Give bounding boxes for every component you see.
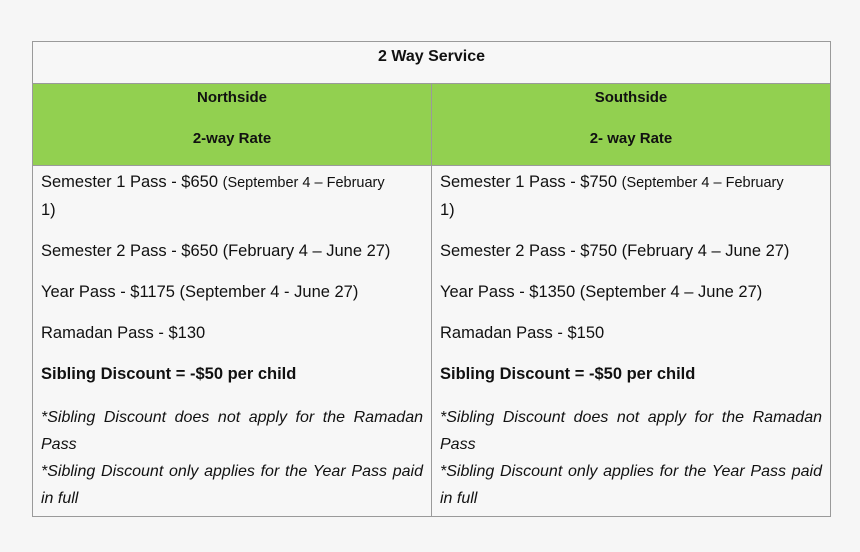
south-sibling-discount: Sibling Discount = -$50 per child (440, 365, 696, 383)
north-sibling-discount: Sibling Discount = -$50 per child (41, 365, 297, 383)
service-rates-table (32, 41, 831, 517)
northside-rate-label: 2-way Rate (192, 130, 272, 147)
south-semester1-price: Semester 1 Pass - $750 (440, 173, 618, 191)
south-semester1-line (440, 169, 822, 197)
title-row (33, 42, 831, 84)
south-note-year: *Sibling Discount only applies for the Year Pass paid in full (440, 463, 822, 507)
south-semester1-dates: (September 4 – February (621, 175, 784, 191)
north-note-ramadan: *Sibling Discount does not apply for the Ramadan Pass (41, 409, 423, 453)
header-row (33, 84, 831, 166)
northside-details (33, 166, 432, 517)
north-semester2-line: Semester 2 Pass - $650 (February 4 – June 27) (41, 242, 391, 260)
north-year-line: Year Pass - $1175 (September 4 - June 27) (41, 283, 359, 301)
south-semester1-dates-cont: 1) (440, 201, 455, 219)
south-ramadan-line: Ramadan Pass - $150 (440, 324, 605, 342)
table-title: 2 Way Service (33, 42, 831, 84)
north-semester1-dates: (September 4 – February (222, 175, 385, 191)
north-semester1-line (41, 169, 423, 197)
north-semester1-price: Semester 1 Pass - $650 (41, 173, 219, 191)
north-ramadan-line: Ramadan Pass - $130 (41, 324, 206, 342)
northside-header (33, 84, 432, 166)
northside-name: Northside (196, 89, 267, 106)
southside-rate-label: 2- way Rate (589, 130, 673, 147)
southside-name: Southside (594, 89, 668, 106)
southside-details (432, 166, 831, 517)
south-note-ramadan: *Sibling Discount does not apply for the Ramadan Pass (440, 409, 822, 453)
body-row (33, 166, 831, 517)
south-semester2-line: Semester 2 Pass - $750 (February 4 – June 27) (440, 242, 790, 260)
north-semester1-dates-cont: 1) (41, 201, 56, 219)
north-note-year: *Sibling Discount only applies for the Year Pass paid in full (41, 463, 423, 507)
south-year-line: Year Pass - $1350 (September 4 – June 27) (440, 283, 763, 301)
southside-header (432, 84, 831, 166)
